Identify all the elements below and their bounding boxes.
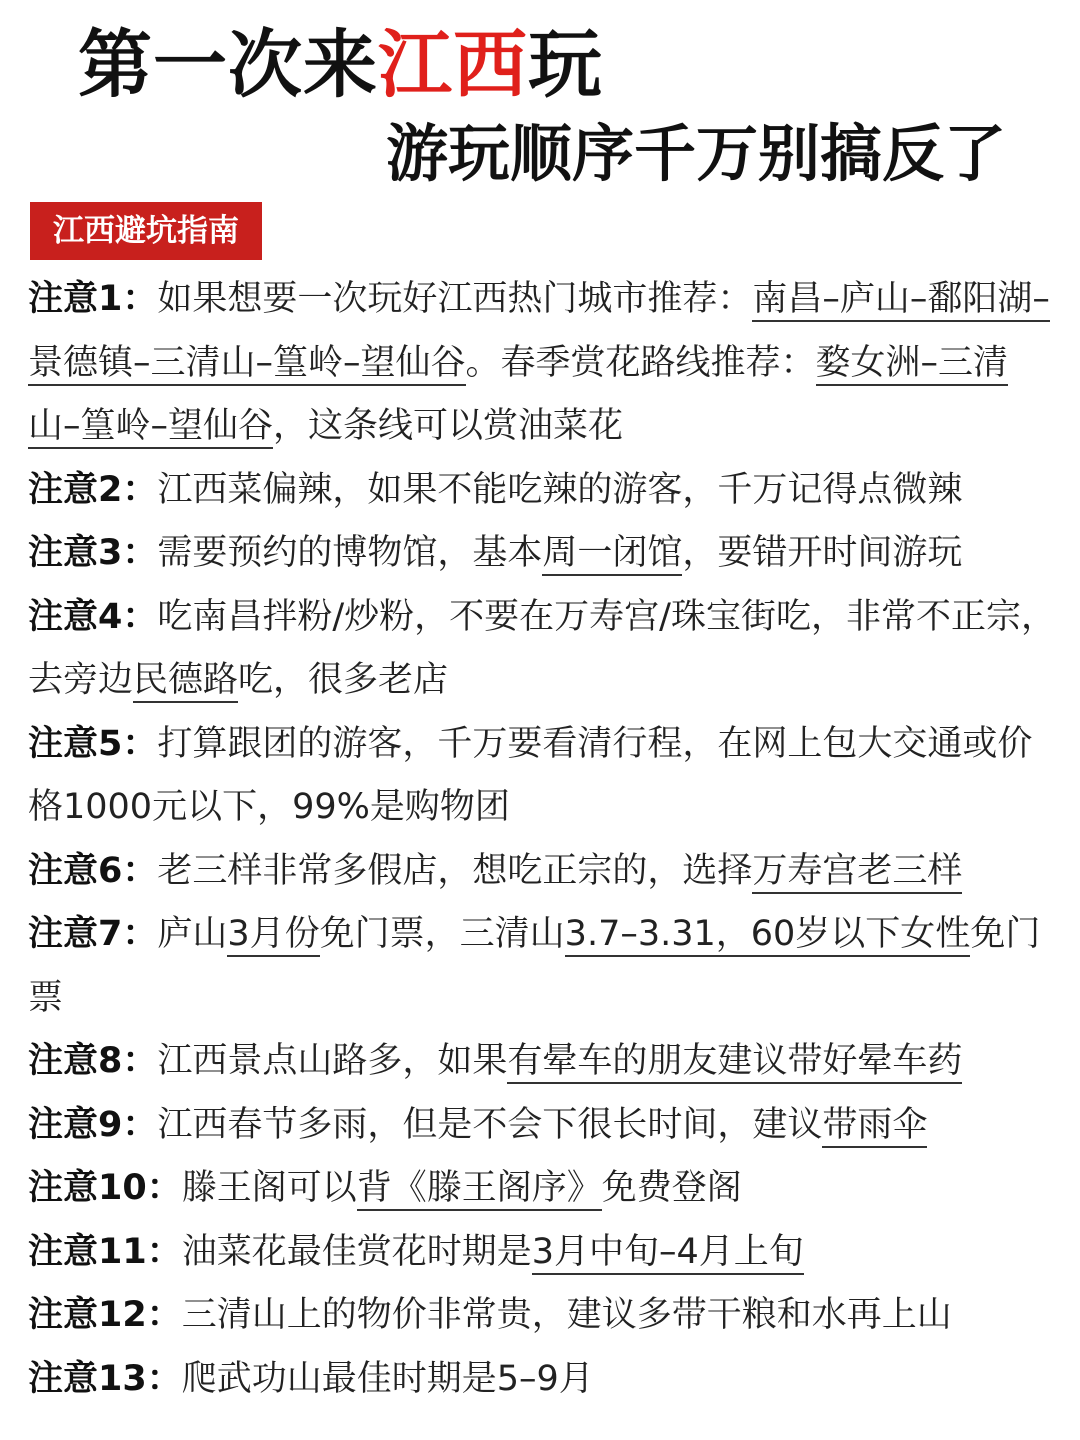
note-7 [28,903,1060,1030]
note-text: 老三样非常多假店，想吃正宗的，选择 [157,850,753,891]
note-label: 注意13： [28,1358,182,1399]
note-5 [28,713,1060,840]
note-text: 如果想要一次玩好江西热门城市推荐： [157,279,753,319]
page-subtitle: 游玩顺序千万别搞反了 [386,117,1007,190]
note-11 [28,1221,1060,1285]
note-highlight: 带雨伞 [822,1105,927,1148]
note-highlight: 3月中旬–4月上旬 [532,1232,804,1275]
note-1 [28,268,1060,459]
title-accent: 江西 [378,22,528,108]
note-text: 免门票，三清山 [319,914,565,954]
note-10 [28,1157,1060,1221]
note-label: 注意12： [28,1295,182,1335]
note-label: 注意10： [28,1168,182,1208]
note-text: 爬武功山最佳时期是5–9月 [181,1358,594,1399]
page-title [78,20,603,110]
note-label: 注意6： [28,850,158,891]
note-text: 三清山上的物价非常贵，建议多带干粮和水再上山 [181,1295,952,1335]
note-highlight: 有晕车的朋友建议带好晕车药 [507,1041,962,1084]
note-highlight: 南昌–庐山–鄱阳湖–景德镇–三清山–篁岭–望仙谷 [28,279,1050,386]
title-part-1: 第一次来 [78,22,378,108]
note-text: 需要预约的博物馆，基本 [157,533,543,573]
note-highlight: 背《滕王阁序》 [357,1168,602,1211]
note-text: 江西菜偏辣，如果不能吃辣的游客，千万记得点微辣 [157,469,963,510]
note-text: 免费登阁 [601,1168,742,1208]
note-text: 吃南昌拌粉/炒粉，不要在万寿宫/珠宝街吃，非常不正宗，去旁边 [28,596,1056,700]
notes-list [28,268,1060,1411]
note-text: 油菜花最佳赏花时期是 [181,1231,532,1272]
note-text: 。春季赏花路线推荐： [465,342,816,383]
note-text: 江西景点山路多，如果 [157,1041,508,1081]
note-highlight: 万寿宫老三样 [752,851,962,894]
note-text: ，要错开时间游玩 [682,533,963,573]
note-highlight: 民德路 [133,660,238,703]
note-label: 注意5： [28,723,158,764]
note-label: 注意9： [28,1104,158,1145]
note-text: ，这条线可以赏油菜花 [273,406,624,446]
note-3 [28,522,1060,586]
note-8 [28,1030,1060,1094]
note-label: 注意7： [28,914,158,954]
note-4 [28,586,1060,713]
note-2 [28,459,1060,523]
note-text: 庐山 [157,914,228,954]
note-6 [28,840,1060,904]
note-label: 注意1： [28,279,158,319]
note-text: 打算跟团的游客，千万要看清行程，在网上包大交通或价格1000元以下，99%是购物团 [28,723,1033,827]
note-text: 吃，很多老店 [238,660,449,700]
guide-badge: 江西避坑指南 [30,202,262,260]
note-label: 注意3： [28,533,158,573]
note-highlight: 3月份 [227,914,319,957]
note-highlight: 3.7–3.31，60岁以下女性 [565,914,971,957]
note-label: 注意8： [28,1041,158,1081]
note-text: 免门票 [28,914,1041,1018]
note-9 [28,1094,1060,1158]
note-label: 注意11： [28,1231,182,1272]
note-13 [28,1348,1060,1412]
note-text: 滕王阁可以 [181,1168,357,1208]
note-highlight: 婺女洲–三清山–篁岭–望仙谷 [28,343,1008,450]
note-text: 江西春节多雨，但是不会下很长时间，建议 [157,1104,823,1145]
note-label: 注意2： [28,469,158,510]
note-label: 注意4： [28,596,158,637]
title-part-2: 玩 [528,22,603,108]
note-highlight: 周一闭馆 [542,533,682,576]
note-12 [28,1284,1060,1348]
